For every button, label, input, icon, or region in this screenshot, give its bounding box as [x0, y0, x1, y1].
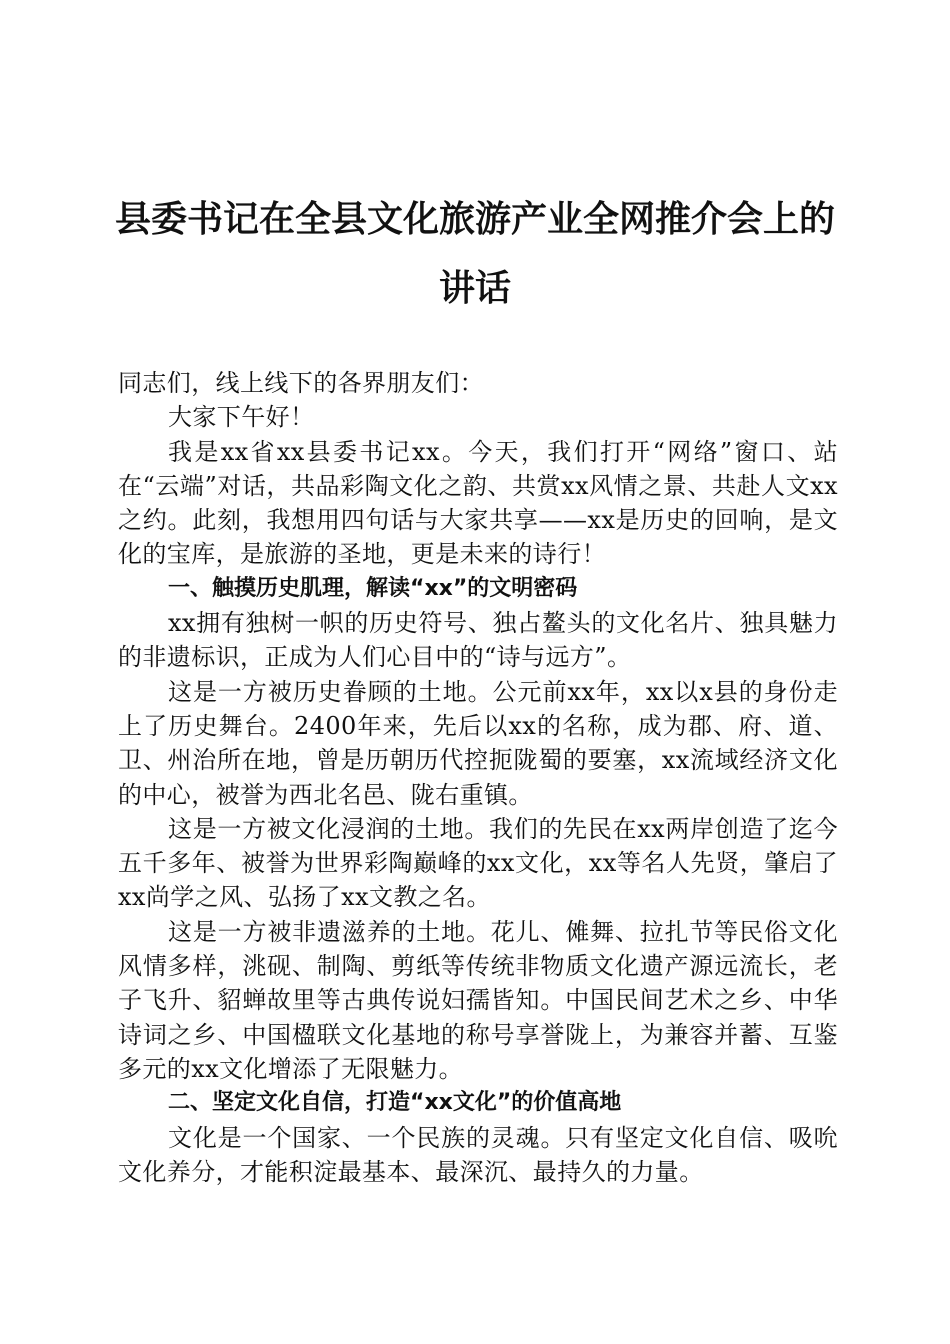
- section-1-paragraph-4: 这是一方被非遗滋养的土地。花儿、傩舞、拉扎节等民俗文化风情多样，洮砚、制陶、剪纸等传统非物质文化遗产源远流长，老子飞升、貂蝉故里等古典传说妇孺皆知。中国民间艺术之乡、中华诗词之乡、中国楹联文化基地的称号享誉陇上，为兼容并蓄、互鉴多元的xx文化增添了无限魅力。: [118, 917, 838, 1083]
- intro-paragraph: 我是xx省xx县委书记xx。今天，我们打开“网络”窗口、站在“云端”对话，共品彩陶文化之韵、共赏xx风情之景、共赴人文xx之约。此刻，我想用四句话与大家共享——xx是历史的回响，是文化的宝库，是旅游的圣地，更是未来的诗行！: [118, 437, 838, 569]
- document-title-line-1: 县委书记在全县文化旅游产业全网推介会上的: [114, 198, 835, 240]
- section-1-paragraph-1: xx拥有独树一帜的历史符号、独占鳌头的文化名片、独具魅力的非遗标识，正成为人们心目中的“诗与远方”。: [118, 609, 838, 672]
- section-2-paragraph-1: 文化是一个国家、一个民族的灵魂。只有坚定文化自信、吸吮文化养分，才能积淀最基本、最深沉、最持久的力量。: [118, 1123, 838, 1186]
- section-1-paragraph-3: 这是一方被文化浸润的土地。我们的先民在xx两岸创造了迄今五千多年、被誉为世界彩陶巅峰的xx文化，xx等名人先贤，肇启了xx尚学之风、弘扬了xx文教之名。: [118, 814, 838, 912]
- greeting: 大家下午好！: [168, 403, 315, 432]
- section-1-paragraph-2: 这是一方被历史眷顾的土地。公元前xx年，xx以x县的身份走上了历史舞台。2400年来，先后以xx的名称，成为郡、府、道、卫、州治所在地，曾是历朝历代控扼陇蜀的要塞，xx流域经济文化的中心，被誉为西北名邑、陇右重镇。: [118, 677, 838, 809]
- document-body: [118, 366, 838, 1189]
- salutation: 同志们，线上线下的各界朋友们：: [118, 369, 484, 397]
- section-heading-2: 二、坚定文化自信，打造“xx文化”的价值高地: [168, 1090, 622, 1116]
- section-heading-1: 一、触摸历史肌理，解读“xx”的文明密码: [168, 575, 578, 601]
- document-title-line-2: 讲话: [438, 267, 511, 309]
